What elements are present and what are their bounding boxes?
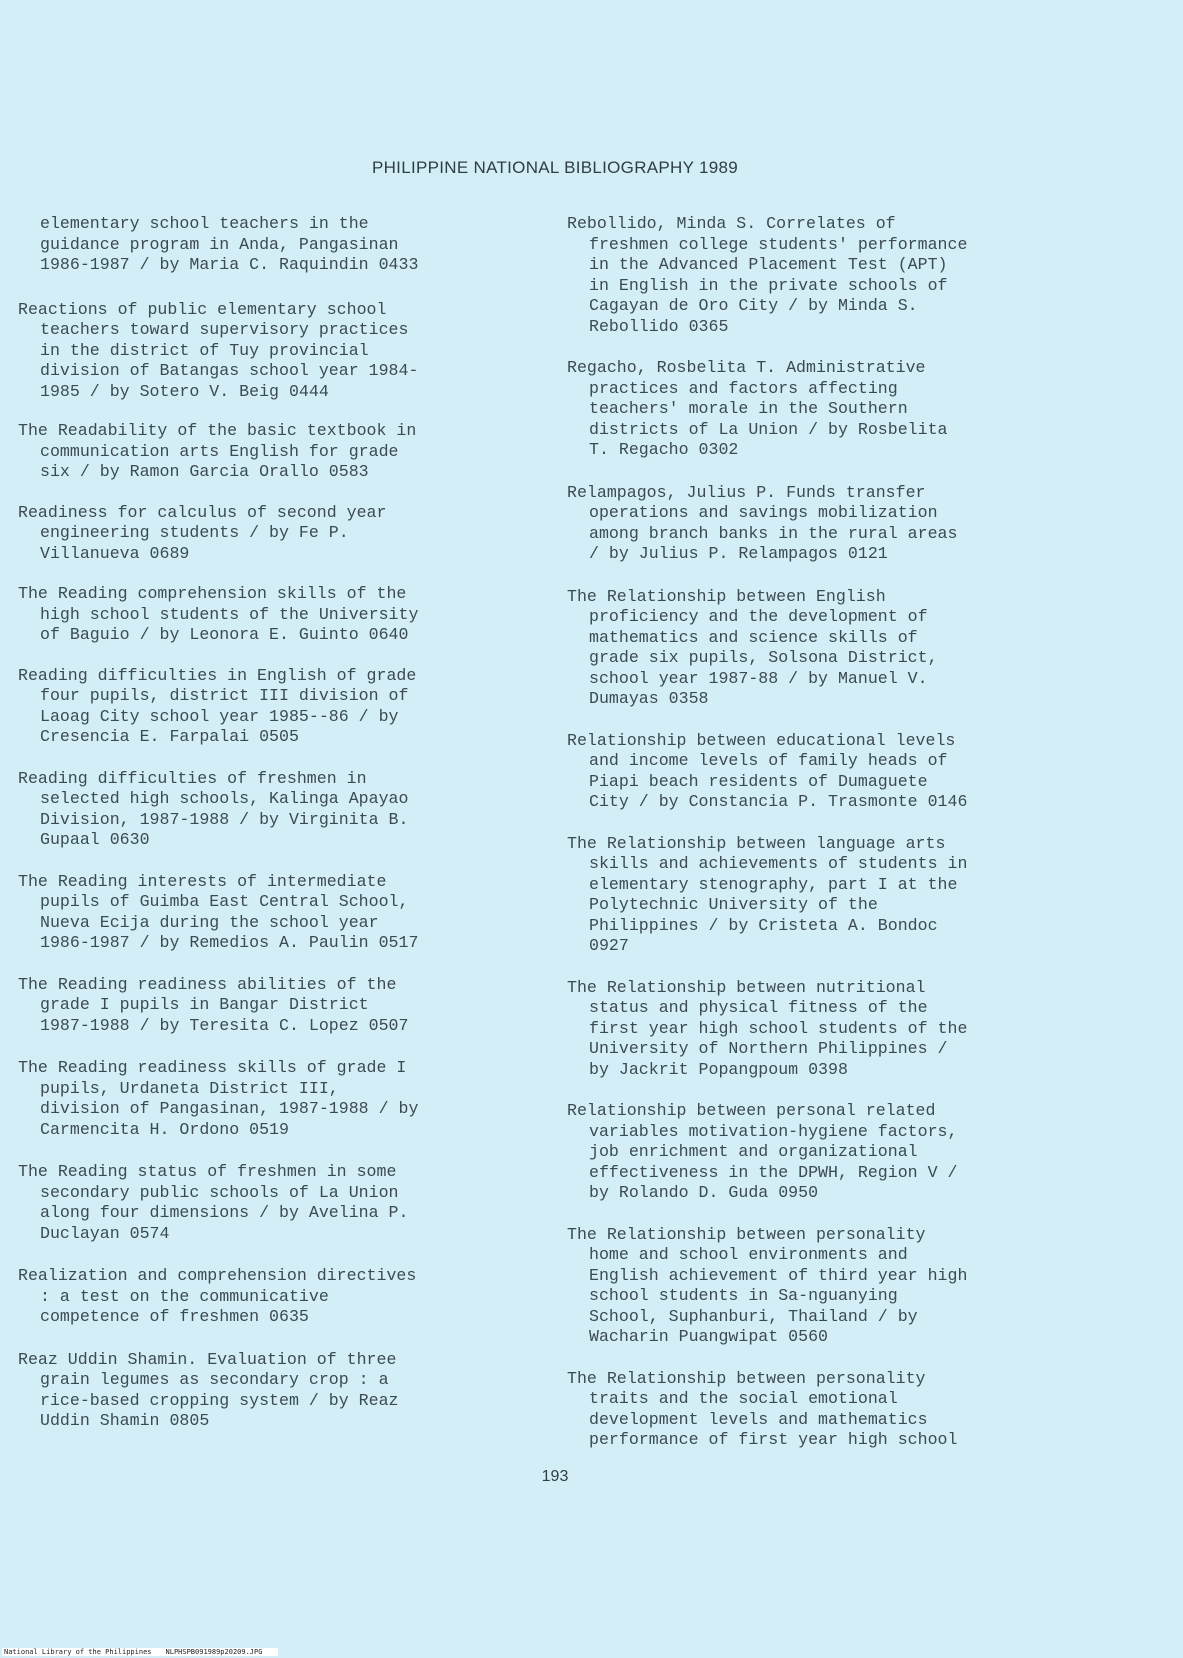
bibliography-entry: The Relationship between nutritional status and physical fitness of the first year high school students of the University of Northern Philippines / by Jackrit Popangpoum 0398 <box>567 977 968 1079</box>
bibliography-entry: Relampagos, Julius P. Funds transfer operations and savings mobilization among branch banks in the rural areas / by Julius P. Relampagos 0121 <box>567 482 958 563</box>
bibliography-entry: Regacho, Rosbelita T. Administrative practices and factors affecting teachers' morale in the Southern districts of La Union / by Rosbelita T. Regacho 0302 <box>567 358 948 459</box>
bibliography-entry: elementary school teachers in the guidance program in Anda, Pangasinan 1986-1987 / by Maria C. Raquindin 0433 <box>40 214 419 274</box>
bibliography-entry: The Reading interests of intermediate pupils of Guimba East Central School, Nueva Ecija during the school year 1986-1987 / by Remedios A. Paulin 0517 <box>18 871 419 952</box>
library-credit: National Library of the Philippines <box>4 1648 152 1656</box>
bibliography-entry: The Relationship between personality home and school environments and English achievement of third year high school students in Sa-nguanying School, Suphanburi, Thailand / by Wacharin Puangwipat 0560 <box>567 1224 968 1346</box>
bibliography-entry: The Reading comprehension skills of the high school students of the University of Baguio / by Leonora E. Guinto 0640 <box>18 584 419 644</box>
bibliography-entry: The Reading readiness skills of grade I pupils, Urdaneta District III, division of Pangasinan, 1987-1988 / by Carmencita H. Ordono 0519 <box>18 1058 419 1139</box>
bibliography-entry: Realization and comprehension directives : a test on the communicative competence of freshmen 0635 <box>18 1266 417 1326</box>
page-title: PHILIPPINE NATIONAL BIBLIOGRAPHY 1989 <box>371 158 739 177</box>
bibliography-entry: Relationship between educational levels and income levels of family heads of Piapi beach residents of Dumaguete City / by Constancia P. Trasmonte 0146 <box>567 730 968 811</box>
bibliography-entry: Reading difficulties in English of grade four pupils, district III division of Laoag City school year 1985--86 / by Cresencia E. Farpalai 0505 <box>18 665 417 746</box>
bibliography-entry: Readiness for calculus of second year engineering students / by Fe P. Villanueva 0689 <box>18 502 387 563</box>
bibliography-entry: Rebollido, Minda S. Correlates of freshmen college students' performance in the Advanced Placement Test (APT) in English in the private schools of Cagayan de Oro City / by Minda S. Rebollido 0365 <box>567 214 968 336</box>
bibliography-entry: Reading difficulties of freshmen in selected high schools, Kalinga Apayao Division, 1987-1988 / by Virginita B. Gupaal 0630 <box>18 768 409 849</box>
file-name: NLPHSPB091989p20209.JPG <box>165 1648 263 1656</box>
bibliography-entry: The Relationship between language arts skills and achievements of students in elementary stenography, part I at the Polytechnic University of the Philippines / by Cristeta A. Bondoc 0927 <box>567 833 968 955</box>
scan-credit <box>2 1648 278 1656</box>
bibliography-entry: The Readability of the basic textbook in communication arts English for grade six / by Ramon Garcia Orallo 0583 <box>18 421 417 481</box>
left-column <box>18 214 538 1432</box>
bibliography-entry: Reactions of public elementary school teachers toward supervisory practices in the district of Tuy provincial division of Batangas school year 1984- 1985 / by Sotero V. Beig 0444 <box>18 299 419 401</box>
bibliography-entry: Reaz Uddin Shamin. Evaluation of three grain legumes as secondary crop : a rice-based cropping system / by Reaz Uddin Shamin 0805 <box>18 1349 399 1430</box>
page-number: 193 <box>541 1468 569 1485</box>
bibliography-entry: The Relationship between personality traits and the social emotional development levels and mathematics performance of first year high school <box>567 1368 958 1449</box>
bibliography-entry: Relationship between personal related variables motivation-hygiene factors, job enrichment and organizational effectiveness in the DPWH, Region V / by Rolando D. Guda 0950 <box>567 1101 958 1202</box>
right-column <box>567 214 1087 1451</box>
bibliography-entry: The Relationship between English proficiency and the development of mathematics and science skills of grade six pupils, Solsona District, school year 1987-88 / by Manuel V. Dumayas 0358 <box>567 586 938 708</box>
bibliography-entry: The Reading status of freshmen in some secondary public schools of La Union along four dimensions / by Avelina P. Duclayan 0574 <box>18 1162 409 1243</box>
bibliography-entry: The Reading readiness abilities of the grade I pupils in Bangar District 1987-1988 / by Teresita C. Lopez 0507 <box>18 974 409 1035</box>
